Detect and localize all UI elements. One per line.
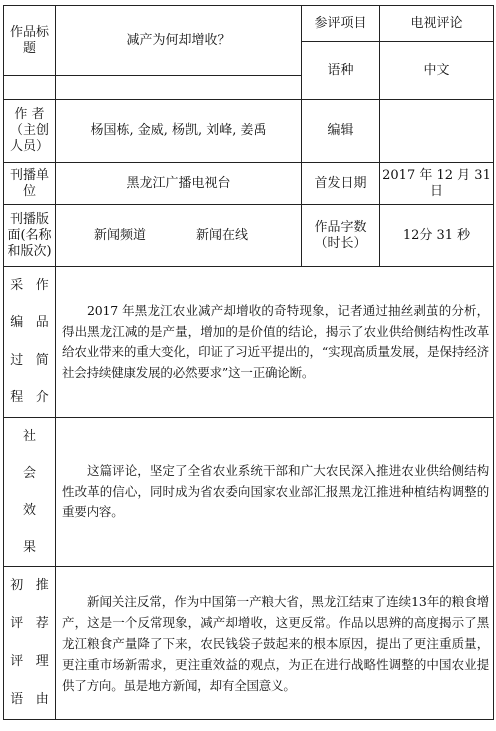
language-label-cell [302, 42, 380, 100]
category-value: 电视评论 [410, 15, 463, 31]
review-label-char: 评 [10, 616, 24, 631]
author-label-line1: 作 者 [14, 107, 45, 122]
edition-online: 新闻在线 [196, 227, 249, 243]
process-label-char: 编 [10, 315, 24, 331]
first-date-label-cell [302, 163, 380, 205]
category-label-cell [302, 6, 380, 42]
review-label-cell [4, 567, 56, 720]
review-label-char: 由 [35, 692, 49, 707]
review-label-char: 初 [10, 578, 24, 593]
category-label: 参评项目 [314, 15, 367, 31]
category-value-cell [380, 6, 494, 42]
first-date-value-cell [380, 163, 494, 205]
title-value: 减产为何却增收？ [126, 32, 231, 48]
edition-label-cell [4, 205, 56, 267]
publisher-label-cell [4, 163, 56, 205]
length-value-cell [380, 205, 494, 267]
author-value: 杨国栋, 金威, 杨凯, 刘峰, 姜禹 [90, 123, 267, 138]
effect-label-cell [4, 418, 56, 567]
author-label-cell [4, 100, 56, 163]
edition-label-line2: 面(名称 [7, 227, 52, 243]
process-label-char: 介 [35, 390, 49, 406]
length-label-line1: 作品字数 [314, 219, 367, 235]
edition-value-cell [56, 205, 302, 267]
effect-label-char: 果 [22, 539, 36, 555]
review-label-char: 推 [35, 578, 49, 593]
language-value-cell [380, 42, 494, 100]
review-label-char: 理 [35, 654, 49, 669]
effect-label-char: 效 [22, 502, 36, 518]
process-label-cell [4, 267, 56, 418]
first-date-value: 2017 年 12 月 31 日 [382, 167, 491, 199]
effect-label-char: 社 [22, 428, 36, 444]
length-value: 12分 31 秒 [402, 227, 471, 243]
title-value-cell [56, 6, 302, 76]
process-label-char: 程 [10, 390, 24, 406]
edition-label-line1: 刊播版 [9, 211, 49, 227]
editor-label-cell [302, 100, 380, 163]
effect-label-char: 会 [22, 465, 36, 481]
length-label-cell [302, 205, 380, 267]
title-label: 作品标题 [9, 24, 49, 56]
effect-text: 这篇评论，坚定了全省农业系统干部和广大农民深入推进农业供给侧结构性改革的信心，同时成为省农委向国家农业部汇报黑龙江推进种植结构调整的重要内容。 [62, 463, 489, 520]
review-text-cell [56, 567, 494, 720]
review-label-char: 语 [10, 692, 24, 707]
review-text: 新闻关注反常，作为中国第一产粮大省，黑龙江结束了连续13年的粮食增产，这是一个反常现象，减产却增收，这更反常。作品以思辨的高度揭示了黑龙江粮食产量降了下来，农民钱袋子鼓起来的根本原因，提出了更注重质量，更注重市场新需求，更注重效益的观点，为正在进行战略性调整的中国农业提供了方向。虽是地方新闻，却有全国意义。 [62, 593, 489, 693]
edition-channel: 新闻频道 [94, 227, 147, 243]
process-label-char: 作 [35, 277, 49, 293]
length-label-line2: （时长） [314, 235, 367, 251]
review-label [4, 567, 55, 719]
title-label-cell [4, 6, 56, 76]
edition-label-line3: 和版次) [7, 243, 52, 259]
effect-label [4, 418, 55, 566]
process-label [4, 267, 55, 417]
blank-cell-middle [56, 76, 302, 100]
process-text-cell [56, 267, 494, 418]
editor-label: 编辑 [327, 123, 354, 138]
submission-form-table [3, 5, 494, 720]
author-label-line3: 人员） [9, 139, 49, 154]
language-label: 语种 [327, 62, 354, 78]
process-label-char: 简 [35, 352, 49, 368]
author-label-line2: （主创 [9, 123, 49, 138]
first-date-label: 首发日期 [314, 175, 367, 191]
publisher-value-cell [56, 163, 302, 205]
editor-value-cell [380, 100, 494, 163]
publisher-value: 黑龙江广播电视台 [126, 175, 231, 191]
author-value-cell [56, 100, 302, 163]
language-value: 中文 [423, 62, 450, 78]
process-label-char: 采 [10, 277, 24, 293]
review-label-char: 评 [10, 654, 24, 669]
process-text: 2017 年黑龙江农业减产却增收的奇特现象，记者通过抽丝剥茧的分析，得出黑龙江减的是产量，增加的是价值的结论，揭示了农业供给侧结构性改革给农业带来的重大变化，印证了习近平提出的，“实现高质量发展，是保持经济社会持续健康发展的必然要求”这一正确论断。 [62, 303, 489, 380]
review-label-char: 荐 [35, 616, 49, 631]
process-label-char: 过 [10, 352, 24, 368]
process-label-char: 品 [35, 315, 49, 331]
publisher-label: 刊播单位 [9, 167, 49, 199]
effect-text-cell [56, 418, 494, 567]
blank-cell-left [4, 76, 56, 100]
